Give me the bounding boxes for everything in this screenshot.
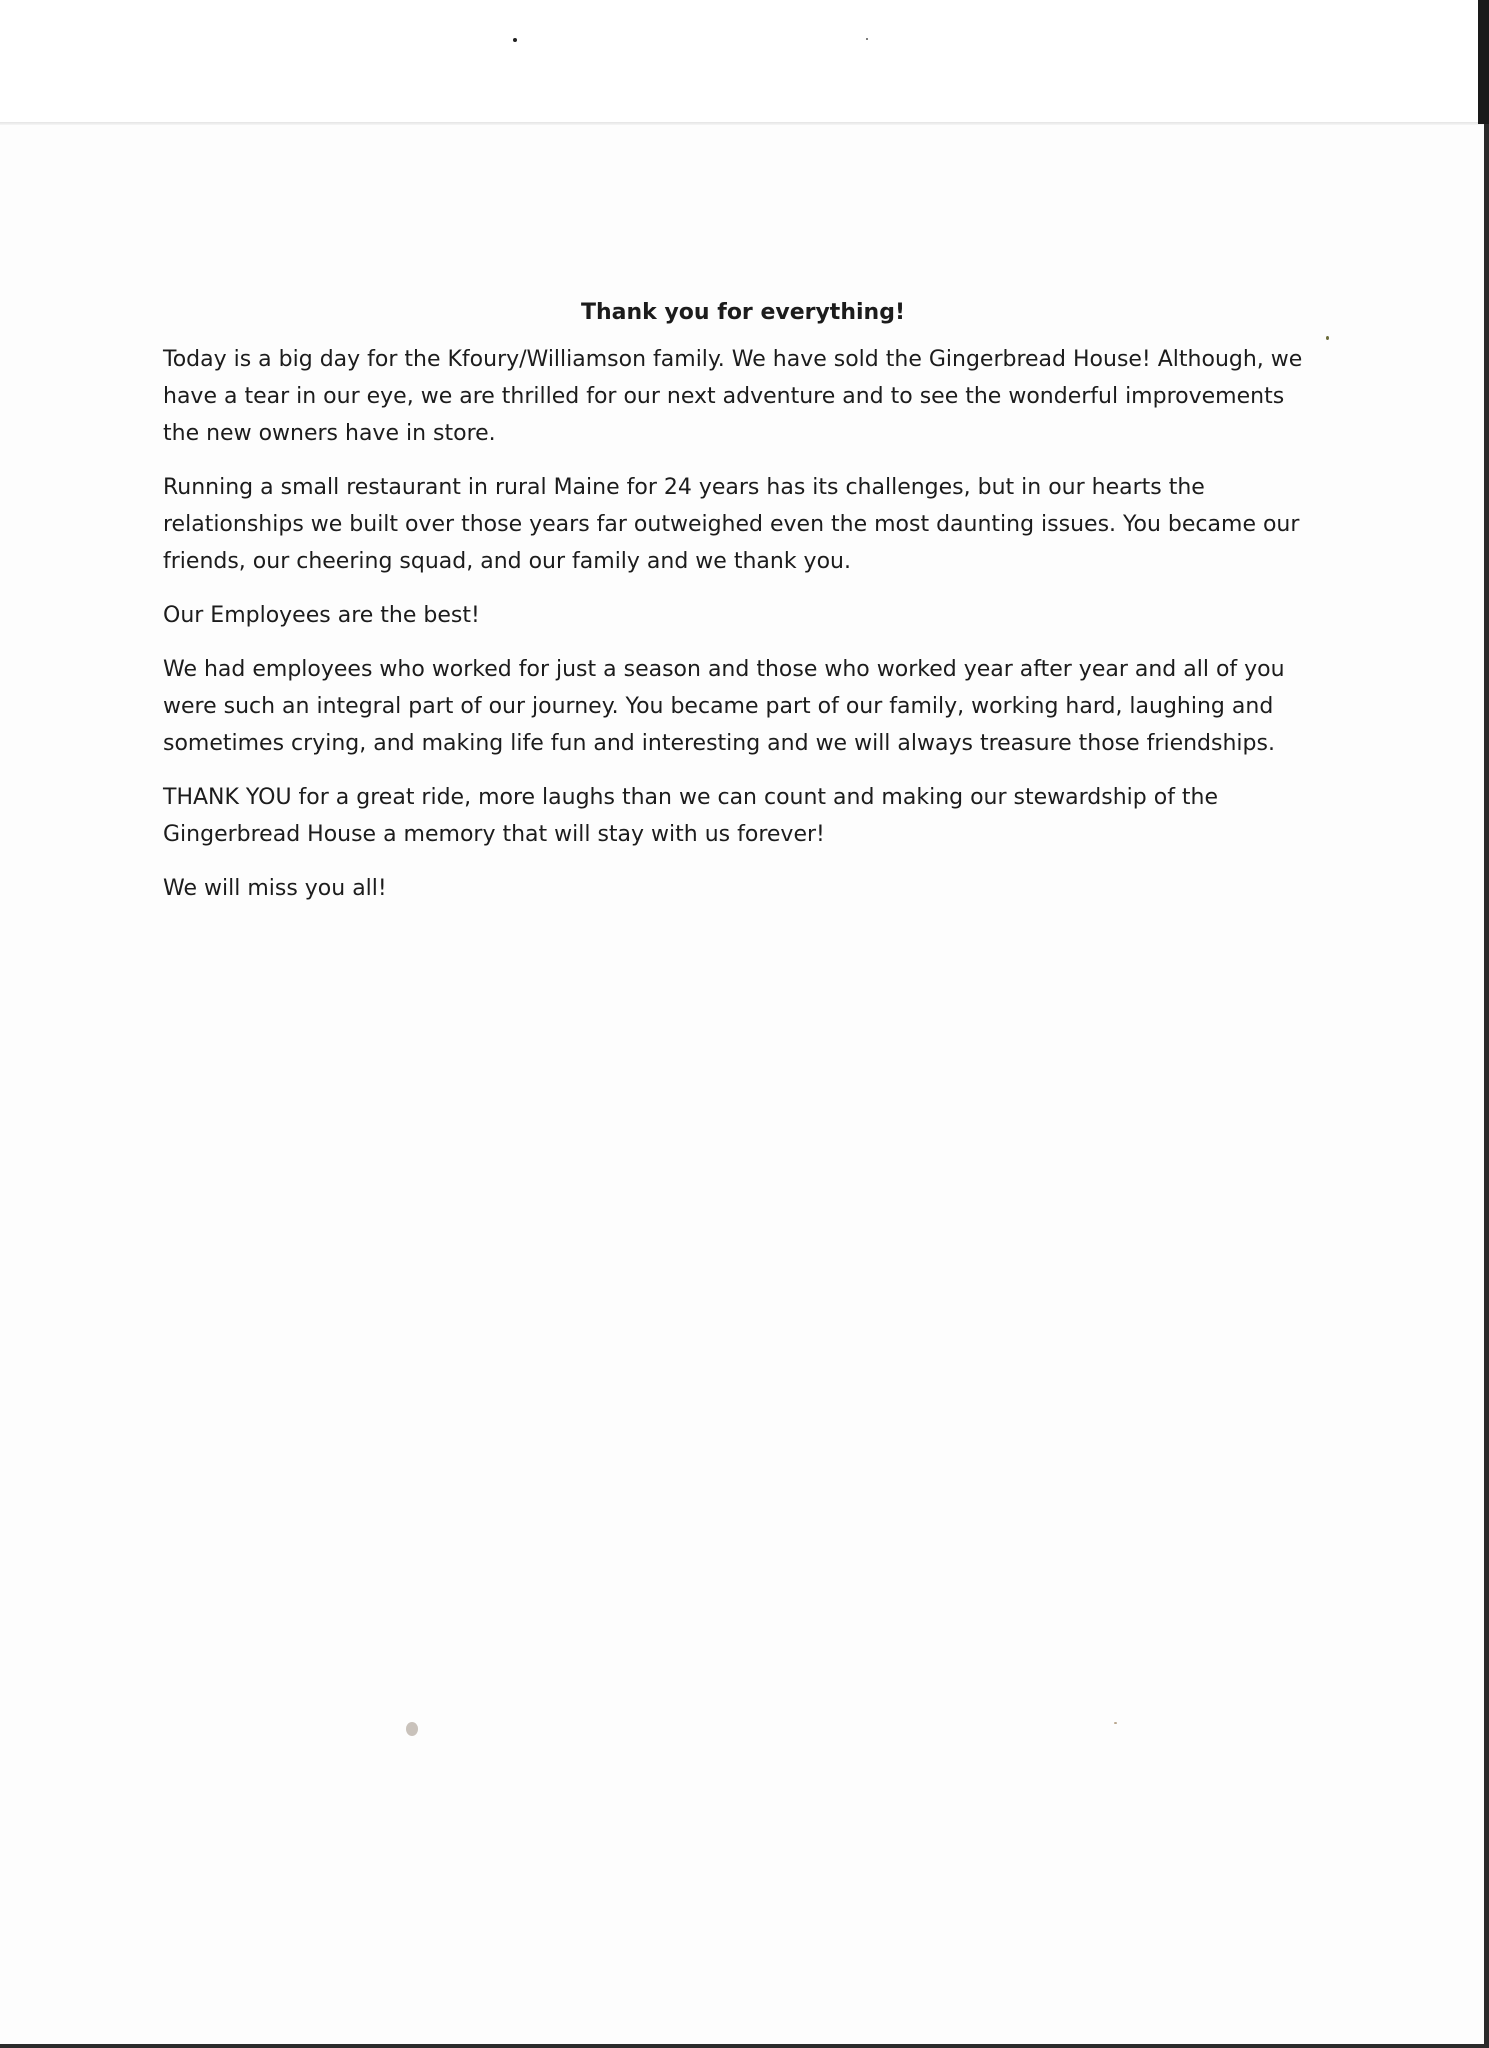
- scan-bottom-edge: [0, 2044, 1489, 2048]
- paragraph-employees-heading: Our Employees are the best!: [163, 603, 480, 628]
- dust-speck: [866, 38, 868, 40]
- letter: [163, 295, 1323, 924]
- page-top-edge: [0, 122, 1489, 125]
- paragraph-closing: We will miss you all!: [163, 876, 387, 901]
- dust-speck: [1114, 1722, 1117, 1724]
- scan-right-edge: [1484, 124, 1489, 2048]
- dust-speck: [513, 38, 517, 42]
- paragraph-intro: Today is a big day for the Kfoury/Williamson family. We have sold the Gingerbread House! Although, we have a tear in our eye, we are thrilled for our next adventure and to see the wonderful improvements the new owners have in store.: [163, 347, 1303, 446]
- dust-speck: [406, 1722, 418, 1736]
- paragraph-restaurant: Running a small restaurant in rural Maine for 24 years has its challenges, but in our hearts the relationships we built over those years far outweighed even the most daunting issues. You became our friends, our cheering squad, and our family and we thank you.: [163, 475, 1300, 574]
- dust-speck: [1326, 336, 1329, 340]
- paragraph-employees: We had employees who worked for just a season and those who worked year after year and all of you were such an integral part of our journey. You became part of our family, working hard, laughing and sometimes crying, and making life fun and interesting and we will always treasure those friendships.: [163, 657, 1285, 756]
- scan-top-margin: [0, 0, 1489, 124]
- letter-title: Thank you for everything!: [581, 300, 905, 325]
- paragraph-thank-you: THANK YOU for a great ride, more laughs than we can count and making our stewardship of the Gingerbread House a memory that will stay with us forever!: [163, 785, 1219, 847]
- scan-right-bar: [1478, 0, 1489, 124]
